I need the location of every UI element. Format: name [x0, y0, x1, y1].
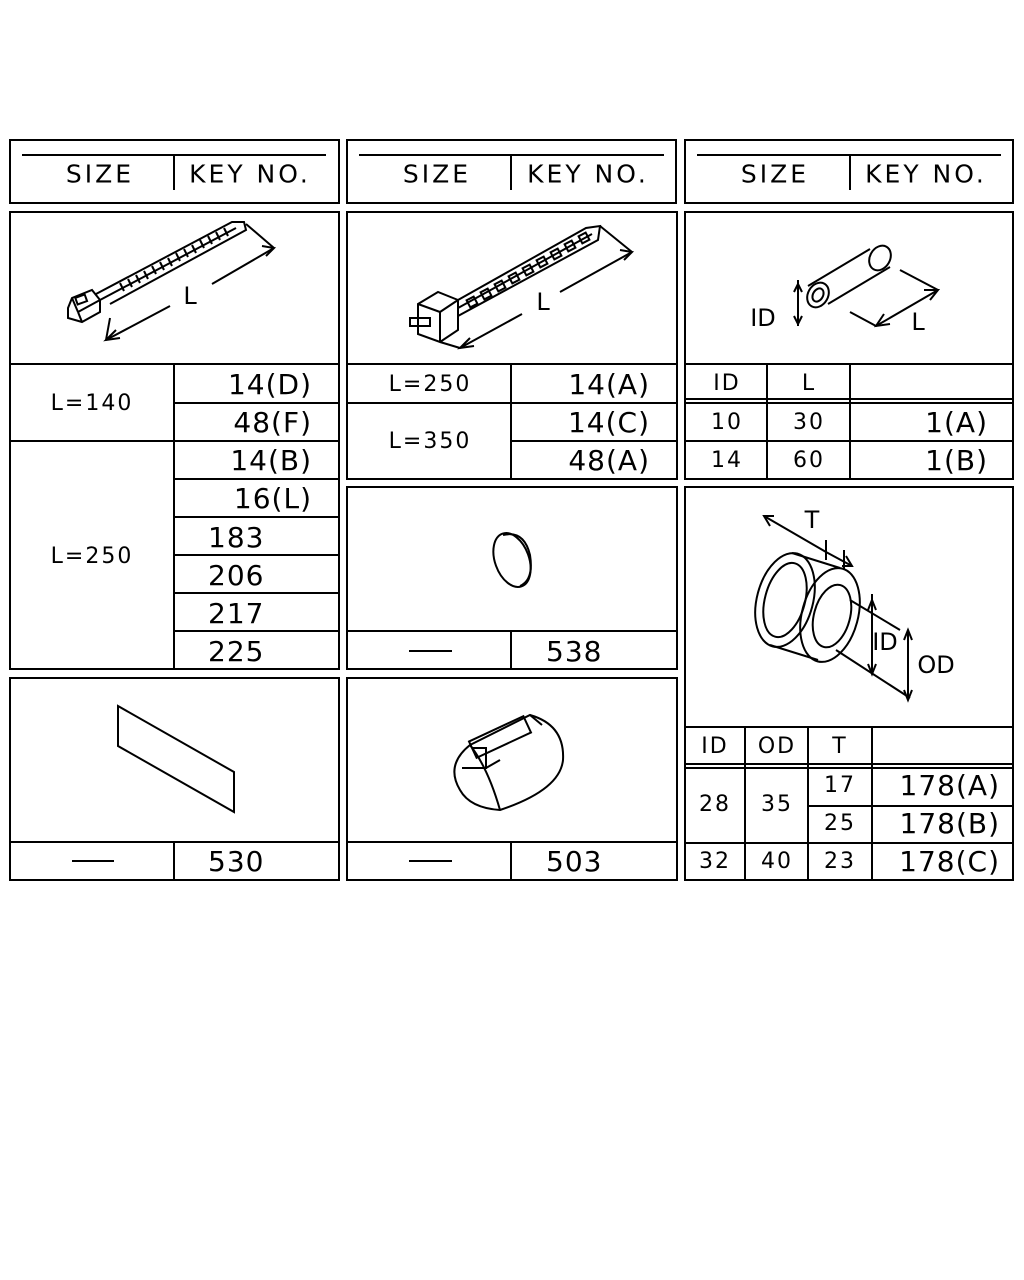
key-14a: 14(A) — [568, 368, 650, 401]
key-538: 538 — [546, 635, 603, 668]
key-183: 183 — [208, 521, 265, 554]
key-1b: 1(B) — [925, 444, 988, 477]
tape-drawing — [118, 706, 234, 812]
key-48f: 48(F) — [233, 406, 312, 439]
size-l350: L=350 — [388, 429, 472, 454]
tube-l-label: L — [911, 308, 925, 336]
header-key-no-1: KEY NO. — [189, 159, 311, 189]
disc-size-dash — [409, 640, 452, 662]
size-l250-small: L=250 — [50, 544, 134, 569]
cable-tie-small-dim-label: L — [183, 282, 197, 310]
grommet-col-id: ID — [701, 734, 729, 759]
grommet-row1-t: 17 — [824, 773, 856, 798]
key-178b: 178(B) — [899, 807, 1000, 840]
key-48a: 48(A) — [568, 444, 650, 477]
key-14c: 14(C) — [567, 406, 650, 439]
disc-drawing — [486, 528, 537, 592]
header-size-1: SIZE — [65, 159, 135, 189]
tube-row1-id: 10 — [711, 410, 743, 435]
size-l250-large: L=250 — [388, 372, 472, 397]
tube-col-id: ID — [713, 371, 741, 396]
grommet-row3-od: 40 — [761, 849, 793, 874]
size-l140: L=140 — [50, 391, 134, 416]
tube-row2-l: 60 — [793, 448, 825, 473]
cable-tie-large-drawing — [410, 226, 632, 348]
tube-col-l: L — [801, 371, 817, 396]
key-16l: 16(L) — [233, 482, 312, 515]
key-178c: 178(C) — [899, 845, 1000, 878]
grommet-row1-id: 28 — [699, 792, 731, 817]
cable-tie-small-drawing — [68, 222, 274, 340]
header-size-3: SIZE — [740, 159, 810, 189]
key-14d: 14(D) — [227, 368, 312, 401]
grommet-row2-t: 25 — [824, 811, 856, 836]
grommet-row3-t: 23 — [824, 849, 856, 874]
key-217: 217 — [208, 597, 265, 630]
key-530: 530 — [208, 845, 265, 878]
grommet-row3-id: 32 — [699, 849, 731, 874]
key-225: 225 — [208, 635, 265, 668]
key-1a: 1(A) — [925, 406, 988, 439]
key-14b: 14(B) — [230, 444, 312, 477]
grommet-t-label: T — [804, 506, 820, 534]
tape-size-dash — [72, 850, 115, 872]
grommet-drawing — [746, 516, 912, 700]
key-178a: 178(A) — [899, 769, 1000, 802]
grommet-row1-od: 35 — [761, 792, 793, 817]
grommet-col-od: OD — [757, 734, 797, 759]
clip-size-dash — [409, 850, 452, 872]
tube-id-label: ID — [750, 304, 776, 332]
grommet-id-label: ID — [872, 628, 898, 656]
key-503: 503 — [546, 845, 603, 878]
key-206: 206 — [208, 559, 265, 592]
cable-tie-large-dim-label: L — [536, 288, 550, 316]
clip-drawing — [454, 715, 563, 810]
tube-row2-id: 14 — [711, 448, 743, 473]
header-size-2: SIZE — [402, 159, 472, 189]
header-key-no-2: KEY NO. — [527, 159, 649, 189]
grommet-od-label: OD — [917, 651, 955, 679]
header-key-no-3: KEY NO. — [865, 159, 987, 189]
grommet-col-t: T — [832, 734, 848, 759]
tube-row1-l: 30 — [793, 410, 825, 435]
